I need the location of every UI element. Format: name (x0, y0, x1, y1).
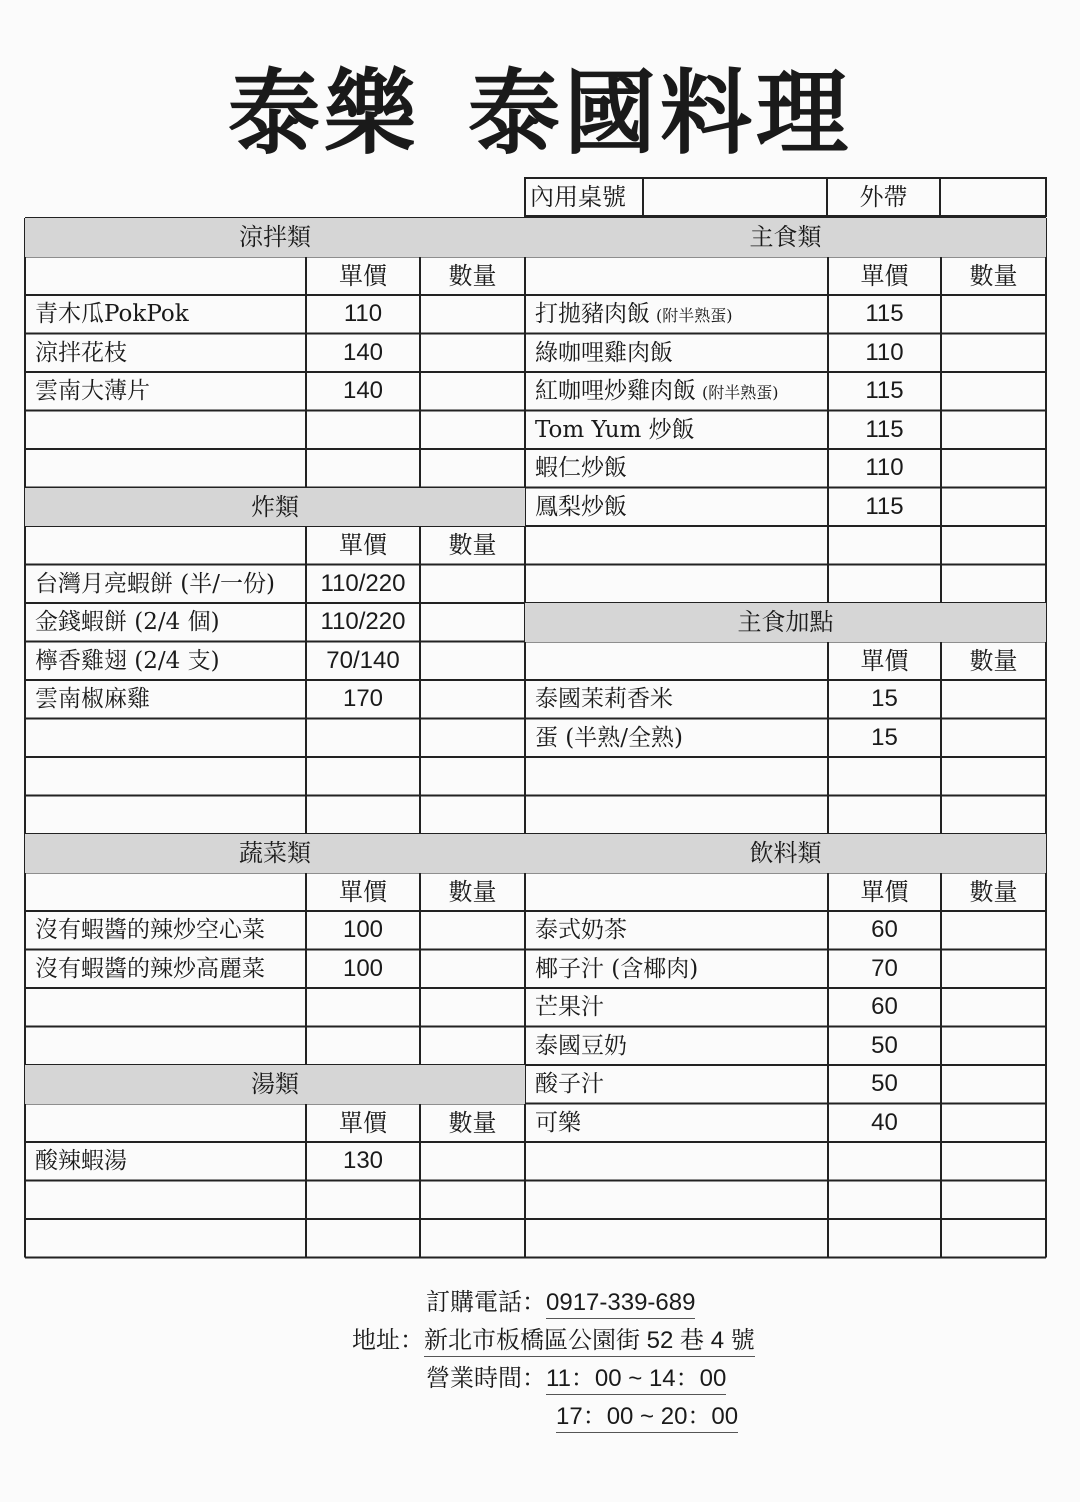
item-price: 70 (871, 954, 898, 982)
item-price (828, 565, 941, 603)
quantity-cell[interactable] (941, 680, 1046, 718)
item-name-with-note (535, 372, 779, 410)
section-title: 主食加點 (737, 608, 834, 636)
quantity-cell[interactable] (420, 1219, 525, 1257)
item-note: (附半熟蛋) (656, 306, 733, 325)
takeout-label: 外帶 (859, 183, 908, 211)
quantity-cell[interactable] (420, 449, 525, 487)
item-price: 110/220 (320, 608, 406, 635)
quantity-header: 數量 (448, 531, 497, 559)
item-price: 115 (865, 492, 904, 520)
section-title: 湯類 (251, 1070, 299, 1098)
item-price (828, 1142, 941, 1180)
item-name: 金錢蝦餅 (2/4 個) (35, 609, 220, 635)
phone-number[interactable]: 0917-339-689 (546, 1289, 695, 1319)
phone-line (426, 1282, 695, 1317)
item-price (306, 1219, 420, 1257)
item-price: 110 (865, 338, 904, 366)
quantity-header: 數量 (969, 877, 1018, 906)
item-name: 打拋豬肉飯 (535, 301, 650, 327)
quantity-header: 數量 (448, 877, 497, 906)
item-price: 50 (871, 1031, 898, 1059)
item-price (828, 1181, 941, 1219)
item-price: 115 (865, 300, 904, 327)
quantity-cell[interactable] (941, 411, 1046, 449)
quantity-cell[interactable] (941, 950, 1046, 988)
quantity-cell[interactable] (941, 911, 1046, 949)
quantity-cell[interactable] (420, 680, 525, 718)
quantity-cell[interactable] (420, 642, 525, 680)
item-name: 蛋 (半熟/全熟) (535, 724, 684, 751)
address-label: 地址： (352, 1326, 424, 1354)
item-price: 140 (342, 338, 384, 366)
dine-in-table-field[interactable] (643, 178, 827, 216)
quantity-cell[interactable] (941, 372, 1046, 410)
item-note: (附半熟蛋) (702, 383, 779, 402)
restaurant-name: 泰樂 (227, 60, 420, 167)
item-price: 50 (871, 1070, 898, 1097)
section-title: 主食類 (749, 223, 822, 251)
item-price (306, 1181, 420, 1219)
quantity-cell[interactable] (941, 1219, 1046, 1257)
section-title: 飲料類 (749, 839, 822, 867)
item-price (828, 1219, 941, 1257)
item-name: 蝦仁炒飯 (535, 455, 627, 481)
item-name: 台灣月亮蝦餅 (半/一份) (35, 570, 276, 597)
item-name: 酸辣蝦湯 (35, 1148, 127, 1174)
item-price: 130 (342, 1147, 384, 1174)
unit-price-header: 單價 (339, 877, 387, 906)
unit-price-header: 單價 (339, 1108, 387, 1137)
item-name: 泰國茉莉香米 (535, 686, 673, 712)
quantity-cell[interactable] (941, 1181, 1046, 1219)
quantity-header: 數量 (448, 1108, 497, 1137)
item-price (828, 796, 941, 834)
item-price: 110 (343, 300, 383, 327)
quantity-cell[interactable] (420, 1181, 525, 1219)
quantity-cell[interactable] (420, 988, 525, 1026)
item-name: Tom Yum 炒飯 (535, 416, 695, 443)
quantity-cell[interactable] (420, 1142, 525, 1180)
quantity-cell[interactable] (941, 526, 1046, 564)
quantity-header: 數量 (448, 261, 497, 290)
dine-in-label: 內用桌號 (530, 183, 626, 211)
takeout-field[interactable] (940, 178, 1046, 216)
unit-price-header: 單價 (339, 531, 387, 559)
item-name: 酸子汁 (535, 1071, 604, 1097)
hours-label: 營業時間： (426, 1364, 546, 1392)
quantity-cell[interactable] (420, 1027, 525, 1065)
item-price: 110/220 (320, 569, 406, 597)
item-name: 檸香雞翅 (2/4 支) (35, 647, 220, 674)
quantity-cell[interactable] (420, 757, 525, 795)
item-price (828, 526, 941, 564)
item-price: 140 (342, 377, 384, 404)
item-name: 青木瓜PokPok (35, 301, 189, 327)
item-price: 110 (865, 454, 904, 481)
quantity-cell[interactable] (941, 1065, 1046, 1103)
section-title: 炸類 (251, 492, 299, 521)
quantity-cell[interactable] (941, 796, 1046, 834)
item-price (306, 411, 420, 449)
item-price: 60 (871, 916, 898, 943)
item-price: 170 (342, 685, 384, 712)
unit-price-header: 單價 (860, 261, 909, 290)
item-name: 椰子汁 (含椰肉) (535, 955, 699, 982)
item-name: 紅咖哩炒雞肉飯 (535, 378, 696, 404)
quantity-cell[interactable] (420, 796, 525, 834)
restaurant-title (0, 40, 1080, 172)
unit-price-header: 單價 (339, 261, 387, 290)
quantity-cell[interactable] (420, 411, 525, 449)
item-price: 115 (865, 377, 904, 404)
quantity-cell[interactable] (941, 449, 1046, 487)
item-price: 100 (342, 954, 384, 982)
address-line (352, 1320, 755, 1355)
quantity-cell[interactable] (420, 911, 525, 949)
item-name: 雲南大薄片 (35, 378, 150, 404)
quantity-cell[interactable] (420, 334, 525, 372)
quantity-cell[interactable] (420, 603, 525, 641)
item-name: 可樂 (535, 1109, 581, 1136)
item-name: 芒果汁 (535, 994, 604, 1020)
restaurant-subtitle: 泰國料理 (468, 60, 853, 167)
section-title: 涼拌類 (239, 223, 311, 251)
quantity-cell[interactable] (941, 334, 1046, 372)
item-name: 泰國豆奶 (535, 1032, 627, 1059)
item-name: 雲南椒麻雞 (35, 686, 150, 712)
hours-line (426, 1358, 726, 1393)
quantity-cell[interactable] (941, 295, 1046, 333)
quantity-header: 數量 (969, 261, 1018, 290)
item-price: 100 (342, 916, 384, 943)
item-name: 沒有蝦醬的辣炒空心菜 (35, 917, 265, 943)
item-price (306, 757, 420, 795)
item-name: 泰式奶茶 (535, 917, 627, 943)
quantity-cell[interactable] (420, 372, 525, 410)
item-price: 60 (871, 993, 898, 1020)
quantity-header: 數量 (969, 646, 1018, 675)
item-name: 鳳梨炒飯 (535, 493, 627, 520)
item-price (306, 449, 420, 487)
quantity-cell[interactable] (941, 719, 1046, 757)
item-price: 15 (871, 723, 898, 751)
item-price: 15 (871, 685, 898, 712)
item-price: 40 (871, 1108, 898, 1136)
quantity-cell[interactable] (941, 757, 1046, 795)
item-price (828, 757, 941, 795)
item-price (306, 988, 420, 1026)
item-price (306, 1027, 420, 1065)
section-title: 蔬菜類 (239, 839, 311, 867)
item-name-with-note (535, 295, 733, 333)
item-price: 70/140 (326, 646, 400, 674)
quantity-cell[interactable] (941, 988, 1046, 1026)
item-price (306, 796, 420, 834)
item-price: 115 (865, 415, 904, 443)
quantity-cell[interactable] (420, 565, 525, 603)
item-price (306, 719, 420, 757)
item-name: 綠咖哩雞肉飯 (535, 339, 673, 366)
hours-dinner: 17：00 ~ 20：00 (556, 1403, 738, 1433)
quantity-cell[interactable] (941, 1104, 1046, 1142)
unit-price-header: 單價 (860, 877, 909, 906)
phone-label: 訂購電話： (426, 1288, 546, 1316)
unit-price-header: 單價 (860, 646, 909, 675)
address-value: 新北市板橋區公園街 52 巷 4 號 (424, 1327, 755, 1357)
quantity-cell[interactable] (941, 1142, 1046, 1180)
quantity-cell[interactable] (941, 565, 1046, 603)
hours-line-2 (556, 1396, 738, 1431)
quantity-cell[interactable] (941, 488, 1046, 526)
hours-lunch: 11：00 ~ 14：00 (546, 1365, 726, 1395)
quantity-cell[interactable] (420, 295, 525, 333)
quantity-cell[interactable] (420, 950, 525, 988)
item-name: 涼拌花枝 (35, 339, 127, 366)
quantity-cell[interactable] (941, 1027, 1046, 1065)
quantity-cell[interactable] (420, 719, 525, 757)
item-name: 沒有蝦醬的辣炒高麗菜 (35, 955, 265, 982)
